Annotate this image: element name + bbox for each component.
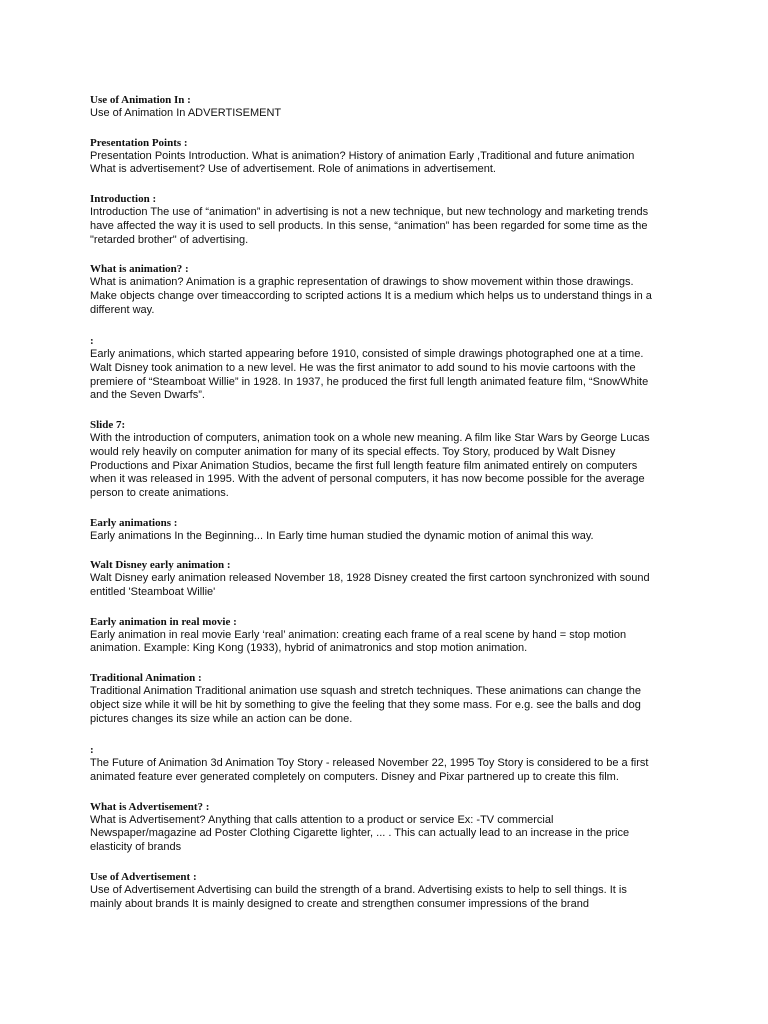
section-body xyxy=(90,276,690,317)
section-introduction xyxy=(90,193,690,247)
body-line: Make objects change over timeaccording to scripted actions It is a medium which helps us to understand things in a xyxy=(90,289,652,302)
section-heading: Early animations : xyxy=(90,516,178,529)
body-line: Use of Advertisement Advertising can build the strength of a brand. Advertising exists to help to sell things. It is xyxy=(90,883,627,896)
body-line: animated feature ever generated completely on computers. Disney and Pixar partnered up to create this film. xyxy=(90,770,619,783)
section-body xyxy=(90,757,690,784)
section-heading: Presentation Points : xyxy=(90,136,188,149)
body-line: would rely heavily on computer animation for many of its special effects. Toy Story, produced by Walt Disney xyxy=(90,445,616,458)
body-line: "retarded brother" of advertising. xyxy=(90,233,249,246)
section-slide-7 xyxy=(90,419,690,501)
body-line: entitled 'Steamboat Willie' xyxy=(90,586,216,599)
section-presentation-points xyxy=(90,137,690,177)
body-line: Presentation Points Introduction. What is animation? History of animation Early ,Traditional and future animation xyxy=(90,149,635,162)
section-history xyxy=(90,335,690,403)
body-line: different way. xyxy=(90,303,155,316)
body-line: Productions and Pixar Animation Studios, became the first full length feature film animated entirely on computers xyxy=(90,459,638,472)
body-line: Newspaper/magazine ad Poster Clothing Cigarette lighter, ... . This can actually lead to an increase in the price xyxy=(90,827,630,840)
section-body xyxy=(90,348,690,403)
section-body xyxy=(90,107,690,121)
section-body xyxy=(90,572,690,599)
section-heading: What is animation? : xyxy=(90,263,189,276)
body-line: Early animations, which started appearing before 1910, consisted of simple drawings photographed one at a time. xyxy=(90,348,644,361)
section-what-is-animation xyxy=(90,263,690,317)
body-line: With the introduction of computers, animation took on a whole new meaning. A film like Star Wars by George Lucas xyxy=(90,432,650,445)
body-line: What is advertisement? Use of advertisement. Role of animations in advertisement. xyxy=(90,163,496,176)
section-body xyxy=(90,530,690,544)
body-line: premiere of “Steamboat Willie” in 1928. In 1937, he produced the first full length animated feature film, “SnowWhite xyxy=(90,375,649,388)
section-heading: Use of Animation In : xyxy=(90,94,191,106)
body-line: mainly about brands It is mainly designed to create and strengthen consumer impressions of the brand xyxy=(90,897,589,910)
body-line: elasticity of brands xyxy=(90,841,182,854)
section-heading: Early animation in real movie : xyxy=(90,615,237,628)
section-what-is-advertisement xyxy=(90,801,690,855)
section-body xyxy=(90,814,690,855)
section-early-animations xyxy=(90,517,690,544)
section-body xyxy=(90,206,690,247)
body-line: What is animation? Animation is a graphic representation of drawings to show movement within those drawings. xyxy=(90,276,634,289)
section-heading: : xyxy=(90,335,94,348)
body-line: when it was released in 1995. With the advent of personal computers, it has now become possible for the average xyxy=(90,473,645,486)
section-heading: Introduction : xyxy=(90,193,157,206)
section-real-movie xyxy=(90,616,690,656)
body-line: person to create animations. xyxy=(90,486,229,499)
section-future-of-animation xyxy=(90,744,690,784)
body-line: What is Advertisement? Anything that calls attention to a product or service Ex: -TV commercial xyxy=(90,813,554,826)
section-body xyxy=(90,884,690,911)
section-heading: : xyxy=(90,744,94,757)
body-line: Introduction The use of “animation” in advertising is not a new technique, but new technology and marketing trends xyxy=(90,206,649,219)
body-line: Walt Disney took animation to a new level. He was the first animator to add sound to his movie cartoons with the xyxy=(90,362,636,375)
section-heading: Traditional Animation : xyxy=(90,672,202,685)
section-use-of-animation xyxy=(90,94,690,121)
body-line: Early animations In the Beginning... In Early time human studied the dynamic motion of animal this way. xyxy=(90,529,594,542)
section-heading: What is Advertisement? : xyxy=(90,800,210,813)
section-body xyxy=(90,629,690,656)
section-traditional-animation xyxy=(90,672,690,726)
section-body xyxy=(90,150,690,177)
body-line: animation. Example: King Kong (1933), hybrid of animatronics and stop motion animation. xyxy=(90,642,528,655)
section-body xyxy=(90,685,690,726)
body-line: Use of Animation In ADVERTISEMENT xyxy=(90,107,282,119)
section-walt-disney xyxy=(90,559,690,599)
body-line: Traditional Animation Traditional animation use squash and stretch techniques. These animations can change the xyxy=(90,685,641,698)
body-line: Early animation in real movie Early ‘real’ animation: creating each frame of a real scene by hand = stop motion xyxy=(90,628,627,641)
section-body xyxy=(90,432,690,501)
body-line: have affected the way it is used to sell products. In this sense, “animation” has been regarded for some time as the xyxy=(90,219,648,232)
section-heading: Use of Advertisement : xyxy=(90,870,197,883)
body-line: Walt Disney early animation released November 18, 1928 Disney created the first cartoon synchronized with sound xyxy=(90,572,650,585)
section-heading: Walt Disney early animation : xyxy=(90,559,231,572)
body-line: The Future of Animation 3d Animation Toy Story - released November 22, 1995 Toy Story is considered to be a first xyxy=(90,757,649,770)
body-line: and the Seven Dwarfs”. xyxy=(90,389,205,402)
section-use-of-advertisement xyxy=(90,871,690,911)
section-heading: Slide 7: xyxy=(90,419,126,432)
body-line: pictures changes its size while an action can be done. xyxy=(90,712,353,725)
body-line: object size while it will be hit by something to give the feeling that they some mass. For e.g. see the balls and dog xyxy=(90,698,641,711)
document-page xyxy=(90,94,690,911)
